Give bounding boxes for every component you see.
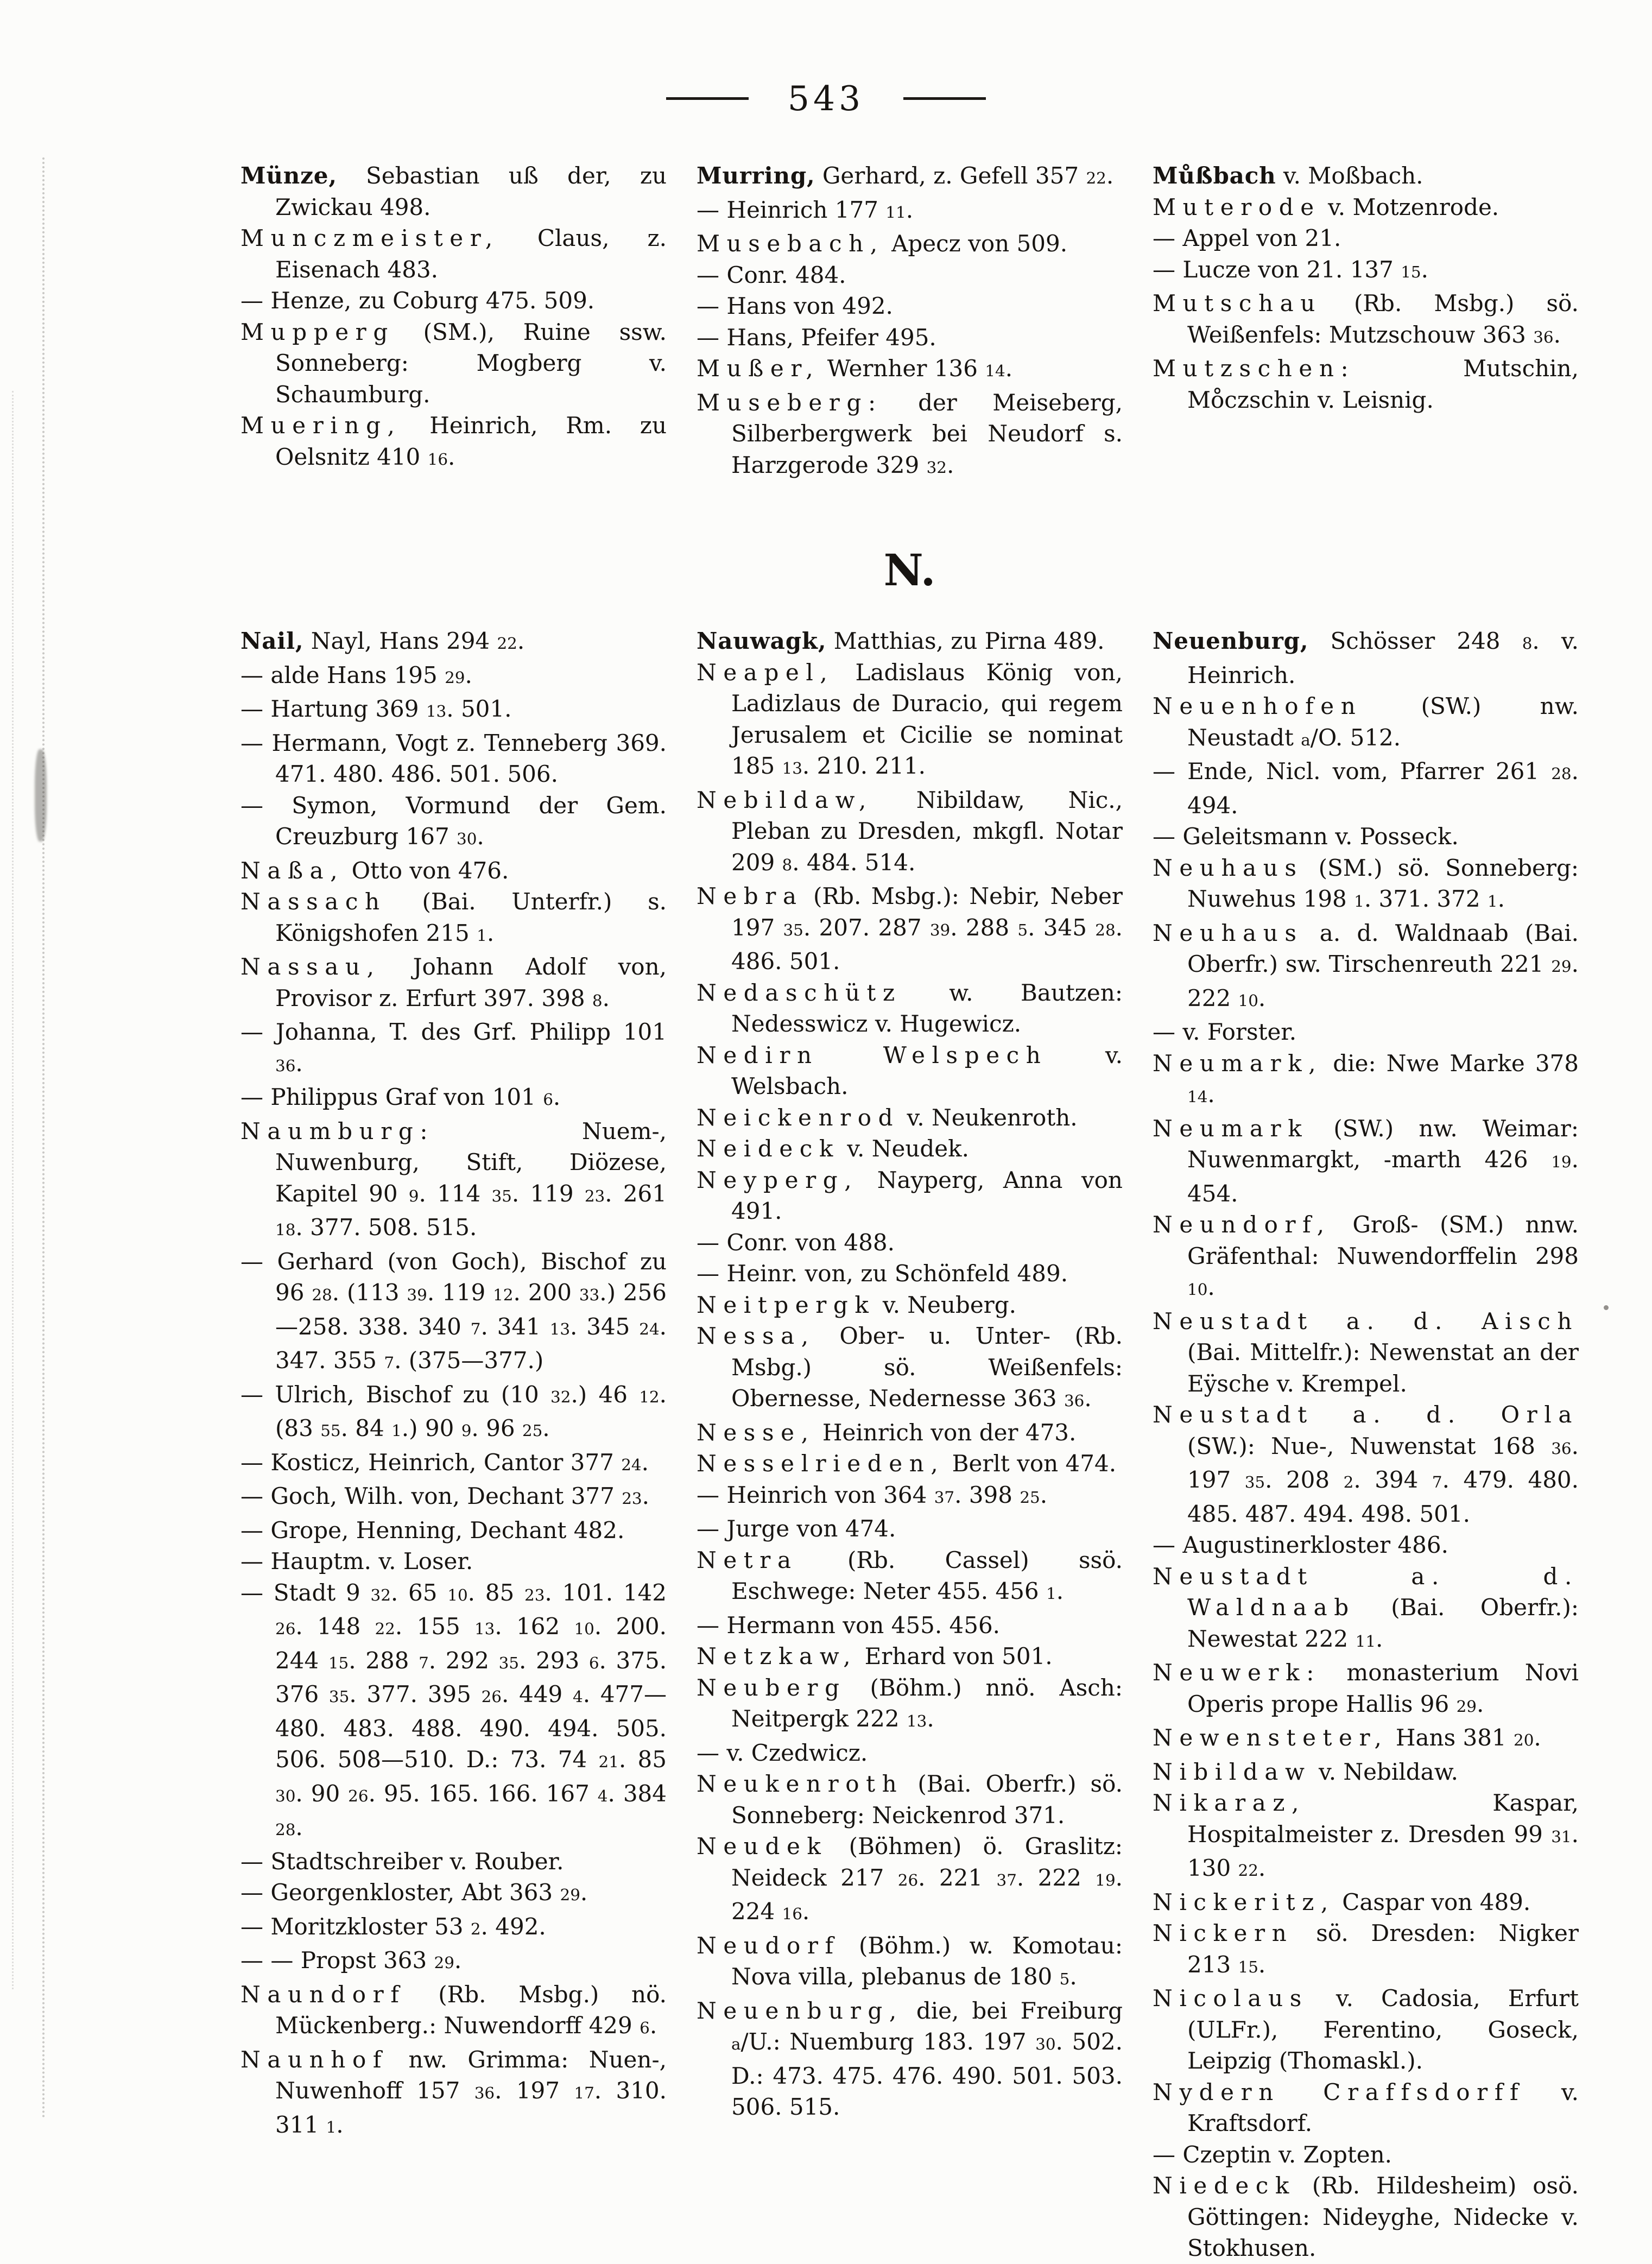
entry-headword: Nauwagk, <box>697 628 827 654</box>
same-headword-dash: — <box>240 1913 271 1940</box>
section-heading-N: N. <box>883 545 936 596</box>
index-entry <box>697 1545 1123 1610</box>
same-headword-dash: — <box>697 1260 727 1287</box>
entry-headword: Murring, <box>697 162 815 189</box>
same-headword-dash: — <box>240 1548 271 1574</box>
entry-text: (Bai. Unterfr.) s. Königshofen 215 1. <box>275 888 667 946</box>
entry-text: Groß- (SM.) nnw. Gräfenthal: Nuwendorffelin 298 10. <box>1187 1211 1579 1300</box>
same-headword-dash: — <box>240 1848 271 1875</box>
index-entry <box>697 228 1123 260</box>
entry-text: Berlt von 474. <box>945 1450 1117 1477</box>
entry-headword: Mutzschen: <box>1153 355 1356 382</box>
entry-text: Kosticz, Heinrich, Cantor 377 24. <box>270 1449 649 1476</box>
entry-headword: Neapel, <box>697 659 834 686</box>
index-entry <box>240 2044 667 2143</box>
entry-text: Gerhard (von Goch), Bischof zu 96 28. (113 39. 119 12. 200 33.) 256—258. 338. 340 7. 341 13. 345 24. 347. 355 7. (375—377.) <box>275 1248 667 1374</box>
entry-text: v. Neukenroth. <box>900 1104 1078 1131</box>
entry-text: Gerhard, z. Gefell 357 22. <box>815 162 1114 189</box>
entry-text: Otto von 476. <box>344 857 509 884</box>
index-entry <box>240 1979 667 2044</box>
same-headword-dash: — <box>240 661 271 688</box>
entry-text: Lucze von 21. 137 15. <box>1182 256 1428 283</box>
index-entry <box>697 1768 1123 1831</box>
index-entry <box>240 951 667 1016</box>
entry-headword: Nibildaw <box>1153 1758 1312 1785</box>
column-grid <box>240 625 1579 2264</box>
index-entry <box>240 1481 667 1515</box>
index-entry <box>240 285 667 317</box>
entry-text: Jurge von 474. <box>726 1515 896 1542</box>
index-entry <box>1153 192 1579 223</box>
entry-text: Georgenkloster, Abt 363 29. <box>270 1879 588 1906</box>
scan-speck-artifact <box>1604 1305 1609 1310</box>
entry-text: Heinrich, Rm. zu Oelsnitz 410 16. <box>275 412 667 470</box>
entry-text: Hauptm. v. Loser. <box>270 1548 473 1574</box>
entry-text: (Böhmen) ö. Graslitz: Neideck 217 26. 221 37. 222 19. 224 16. <box>731 1833 1123 1925</box>
index-entry <box>1153 918 1579 1017</box>
column-grid <box>240 160 1579 483</box>
entry-text: v. Forster. <box>1182 1019 1297 1045</box>
entry-headword: Museberg: <box>697 389 883 416</box>
index-entry <box>240 1577 667 1846</box>
entry-text: Hans 381 20. <box>1388 1724 1541 1751</box>
entry-headword: Nikaraz, <box>1153 1789 1306 1816</box>
entry-headword: Neuenhofen <box>1153 693 1363 719</box>
index-entry <box>1153 852 1579 918</box>
page-header <box>0 0 1652 116</box>
entry-headword: Netzkaw, <box>697 1643 858 1669</box>
entry-text: Czeptin v. Zopten. <box>1182 2141 1393 2168</box>
entry-text: Symon, Vormund der Gem. Creuzburg 167 30. <box>275 792 667 850</box>
index-entry <box>240 1515 667 1546</box>
column-2 <box>697 625 1123 2264</box>
index-entry <box>240 886 667 951</box>
same-headword-dash: — <box>240 729 272 756</box>
index-entry <box>697 353 1123 387</box>
entry-text: v. Nebildaw. <box>1311 1758 1459 1785</box>
entry-headword: Neustadt a. d. Aisch <box>1153 1307 1579 1335</box>
entry-headword: Nebildaw, <box>697 786 873 813</box>
entry-text: w. Bautzen: Nedesswicz v. Hugewicz. <box>731 979 1123 1037</box>
scan-edge-artifact <box>12 391 14 1989</box>
index-entry <box>697 1610 1123 1641</box>
index-entry <box>1153 2170 1579 2264</box>
entry-text: Augustinerkloster 486. <box>1182 1532 1448 1558</box>
entry-headword: Naumburg: <box>240 1117 435 1144</box>
index-entry <box>1153 1887 1579 1918</box>
entry-headword: Neyperg, <box>697 1166 859 1193</box>
index-entry <box>1153 821 1579 852</box>
same-headword-dash: — <box>240 1381 275 1408</box>
entry-text: (Rb. Msbg.) sö. Weißenfels: Mutzschouw 363 36. <box>1187 290 1579 348</box>
entry-headword: Nail, <box>240 628 304 654</box>
column-1 <box>240 160 667 483</box>
scan-edge-artifact <box>42 157 45 2120</box>
same-headword-dash: — <box>1153 758 1188 785</box>
index-entry <box>1153 2077 1579 2139</box>
entry-headword: Neudorf <box>697 1932 840 1959</box>
index-entry <box>240 790 667 855</box>
same-headword-dash: — <box>240 1248 277 1275</box>
entry-text: Hans von 492. <box>726 293 893 319</box>
entry-text: Nayl, Hans 294 22. <box>303 628 525 654</box>
entry-text: (Rb. Cassel) ssö. Eschwege: Neter 455. 456 1. <box>731 1546 1123 1604</box>
entry-text: Ulrich, Bischof zu (10 32.) 46 12. (83 55. 84 1.) 90 9. 96 25. <box>275 1381 667 1441</box>
index-entry <box>697 625 1123 657</box>
index-entry <box>240 693 667 728</box>
same-headword-dash: — <box>240 1516 271 1544</box>
entry-headword: Nedirn Welspech <box>697 1041 1048 1068</box>
entry-text: Johanna, T. des Grf. Philipp 101 36. <box>275 1019 667 1077</box>
entry-text: Ende, Nicl. vom, Pfarrer 261 28. 494. <box>1187 758 1579 819</box>
entry-text: Hans, Pfeifer 495. <box>726 324 936 351</box>
index-entry <box>1153 1722 1579 1756</box>
same-headword-dash: — <box>240 792 292 819</box>
index-entry <box>1153 1983 1579 2077</box>
entry-text: Heinrich 177 11. <box>726 196 914 223</box>
same-headword-dash: — <box>697 324 727 351</box>
index-entry <box>240 1546 667 1577</box>
entry-headword: Nesselrieden, <box>697 1450 945 1477</box>
entry-text: (SW.): Nue-, Nuwenstat 168 36. 197 35. 208 2. 394 7. 479. 480. 485. 487. 494. 498. 501. <box>1187 1432 1579 1527</box>
index-entry <box>240 625 667 660</box>
entry-text: Geleitsmann v. Posseck. <box>1182 823 1459 850</box>
entry-headword: Neustadt a. d. Orla <box>1153 1401 1579 1428</box>
entry-text: Nayperg, Anna von 491. <box>731 1166 1123 1224</box>
entry-text: (Bai. Oberfr.) sö. Sonneberg: Neickenrod 371. <box>731 1770 1123 1829</box>
index-entry <box>697 1417 1123 1449</box>
entry-headword: Musebach, <box>697 230 884 257</box>
entry-headword: Neuenburg, <box>697 1997 903 2024</box>
index-entry <box>1153 1306 1579 1400</box>
column-2 <box>697 160 1123 483</box>
same-headword-dash: — <box>240 1449 271 1476</box>
index-entry <box>697 1289 1123 1321</box>
scan-smudge-artifact <box>35 749 47 842</box>
entry-text: der Meiseberg, Silberbergwerk bei Neudorf s. Harzgerode 329 32. <box>731 389 1123 478</box>
index-entry <box>1153 2139 1579 2171</box>
index-entry <box>697 1737 1123 1769</box>
entry-headword: Nesse, <box>697 1419 815 1446</box>
index-entry <box>1153 756 1579 821</box>
entry-text: Ober- u. Unter- (Rb. Msbg.) sö. Weißenfels: Obernesse, Nedernesse 363 36. <box>731 1323 1123 1412</box>
entry-text: (Bai. Oberfr.): Newestat 222 11. <box>1187 1594 1579 1652</box>
entry-text: Grope, Henning, Dechant 482. <box>270 1516 625 1544</box>
index-entry <box>1153 353 1579 415</box>
same-headword-dash: — <box>697 261 727 288</box>
index-entry <box>697 160 1123 194</box>
entry-text: alde Hans 195 29. <box>270 661 472 688</box>
entry-text: v. Neuberg. <box>875 1291 1016 1318</box>
entry-text: Propst 363 29. <box>300 1947 462 1974</box>
entry-headword: Nebra <box>697 883 803 909</box>
index-entry <box>697 290 1123 322</box>
entry-headword: Mupperg <box>240 318 395 345</box>
entry-text: a. d. Waldnaab (Bai. Oberfr.) sw. Tirschenreuth 221 29. 222 10. <box>1187 919 1579 1011</box>
entry-headword: Naundorf <box>240 1981 406 2008</box>
index-entry <box>697 1930 1123 1995</box>
same-headword-dash: — <box>1153 1019 1183 1045</box>
index-entry <box>240 1846 667 1877</box>
entry-text: Heinr. von, zu Schönfeld 489. <box>726 1260 1068 1287</box>
entry-headword: Münze, <box>240 162 337 189</box>
entry-headword: Neickenrod <box>697 1104 900 1131</box>
entry-headword: Neuberg <box>697 1674 846 1701</box>
column-1 <box>240 625 667 2264</box>
index-entry <box>1153 1756 1579 1788</box>
same-headword-dash: — <box>697 293 727 319</box>
index-entry <box>240 410 667 475</box>
entry-headword: Nedaschütz <box>697 979 902 1006</box>
index-entry <box>697 1102 1123 1134</box>
same-headword-dash: — — <box>240 1947 301 1974</box>
entry-headword: Nassach <box>240 888 387 915</box>
index-entry <box>697 785 1123 881</box>
index-entry <box>1153 1787 1579 1887</box>
entry-text: (Rb. Msbg.) nö. Mückenberg.: Nuwendorff 429 6. <box>275 1981 667 2039</box>
index-entry <box>697 387 1123 484</box>
same-headword-dash: — <box>240 1483 271 1509</box>
entry-headword: Nicolaus <box>1153 1985 1308 2012</box>
same-headword-dash: — <box>1153 1532 1183 1558</box>
same-headword-dash: — <box>1153 823 1183 850</box>
index-entry <box>1153 1113 1579 1210</box>
entry-headword: Nessa, <box>697 1323 815 1349</box>
index-entry <box>1153 1048 1579 1113</box>
entry-headword: Muterode <box>1153 193 1321 220</box>
entry-text: Henze, zu Coburg 475. 509. <box>270 287 595 314</box>
index-entry <box>697 1448 1123 1479</box>
entry-headword: Nickern <box>1153 1920 1294 1946</box>
entry-headword: Neitpergk <box>697 1291 876 1318</box>
entry-text: Nuem-, Nuwenburg, Stift, Diözese, Kapitel 90 9. 114 35. 119 23. 261 18. 377. 508. 515. <box>275 1117 667 1241</box>
entry-headword: Neundorf, <box>1153 1211 1331 1238</box>
same-headword-dash: — <box>1153 225 1183 251</box>
entry-text: die: Nwe Marke 378 14. <box>1187 1049 1579 1108</box>
entry-text: Ladislaus König von, Ladizlaus de Duracio, qui regem Jerusalem et Cicilie se nominat 185 13. 210. 211. <box>731 659 1123 779</box>
index-entry <box>1153 1657 1579 1722</box>
index-entry <box>697 1320 1123 1417</box>
entry-text: v. Welsbach. <box>731 1041 1123 1099</box>
entry-text: Johann Adolf von, Provisor z. Erfurt 397. 398 8. <box>275 953 667 1011</box>
index-entry <box>240 1945 667 1979</box>
index-entry <box>697 322 1123 353</box>
index-entry <box>240 660 667 694</box>
entry-text: Conr. 484. <box>726 261 846 288</box>
entry-headword: Munczmeister, <box>240 225 499 251</box>
entry-text: v. Czedwicz. <box>726 1739 868 1766</box>
entry-text: Stadtschreiber v. Rouber. <box>270 1848 564 1875</box>
index-entry <box>1153 223 1579 254</box>
entry-text: (Böhm.) w. Komotau: Nova villa, plebanus de 180 5. <box>731 1932 1123 1990</box>
index-entry <box>697 1831 1123 1930</box>
entry-headword: Muering, <box>240 412 402 439</box>
entry-text: v. Moßbach. <box>1276 162 1423 189</box>
index-entry <box>240 1082 667 1116</box>
index-entry <box>697 1513 1123 1545</box>
column-3 <box>1153 160 1579 483</box>
index-entry <box>240 1246 667 1379</box>
index-entry <box>697 1227 1123 1259</box>
entry-text: (Rb. Hildesheim) osö. Göttingen: Nideyghe, Nidecke v. Stokhusen. <box>1187 2172 1579 2261</box>
entry-text: (SM.), Ruine ssw. Sonneberg: Mogberg v. Schaumburg. <box>275 318 667 408</box>
same-headword-dash: — <box>1153 256 1183 283</box>
same-headword-dash: — <box>240 1579 274 1606</box>
entry-text: Hermann von 455. 456. <box>726 1611 1001 1639</box>
entry-text: Nibildaw, Nic., Pleban zu Dresden, mkgfl. Notar 209 8. 484. 514. <box>731 786 1123 876</box>
index-entry <box>697 1995 1123 2123</box>
index-entry <box>1153 625 1579 691</box>
index-entry <box>697 1479 1123 1514</box>
same-headword-dash: — <box>240 287 271 314</box>
header-rule-left <box>666 97 749 100</box>
entry-text: monasterium Novi Operis prope Hallis 96 29. <box>1187 1659 1579 1717</box>
index-entry <box>240 855 667 887</box>
entry-text: (SW.) nw. Neustadt a/O. 512. <box>1187 693 1579 751</box>
entry-text: (Böhm.) nnö. Asch: Neitpergk 222 13. <box>731 1674 1123 1732</box>
entry-text: Heinrich von 364 37. 398 25. <box>726 1481 1048 1508</box>
entry-text: (Rb. Msbg.): Nebir, Neber 197 35. 207. 287 39. 288 5. 345 28. 486. 501. <box>731 883 1123 975</box>
entry-text: Schösser 248 8. v. Heinrich. <box>1187 628 1579 688</box>
index-entry <box>240 1016 667 1082</box>
entry-headword: Niedeck <box>1153 2172 1296 2199</box>
entry-headword: Neumark, <box>1153 1049 1323 1077</box>
page-number: 543 <box>787 79 865 118</box>
entry-headword: Mußer, <box>697 355 820 382</box>
entry-text: (SM.) sö. Sonneberg: Nuwehus 198 1. 371. 372 1. <box>1187 854 1579 912</box>
entry-headword: Neuhaus <box>1153 854 1303 881</box>
same-headword-dash: — <box>240 695 271 722</box>
entry-headword: Nickeritz, <box>1153 1888 1335 1915</box>
entry-text: nw. Grimma: Nuen-, Nuwenhoff 157 36. 197 17. 310. 311 1. <box>275 2046 667 2138</box>
same-headword-dash: — <box>697 1229 727 1256</box>
entry-text: (SW.) nw. Weimar: Nuwenmargkt, -marth 426 19. 454. <box>1187 1115 1579 1207</box>
index-entry <box>1153 1529 1579 1561</box>
entry-text: Caspar von 489. <box>1334 1888 1531 1915</box>
index-entry <box>697 1258 1123 1289</box>
index-entry <box>697 260 1123 291</box>
entry-text: Moritzkloster 53 2. 492. <box>270 1913 546 1940</box>
same-headword-dash: — <box>697 1739 727 1766</box>
entry-text: sö. Dresden: Nigker 213 15. <box>1187 1920 1579 1978</box>
index-entry <box>240 223 667 285</box>
entry-text: Heinrich von der 473. <box>815 1419 1077 1446</box>
entry-text: Appel von 21. <box>1182 225 1341 251</box>
entry-text: Claus, z. Eisenach 483. <box>275 225 667 283</box>
entry-text: Stadt 9 32. 65 10. 85 23. 101. 142 26. 148 22. 155 13. 162 10. 200. 244 15. 288 7. 292 35. 293 6. 375. 376 35. 377. 395 26. 449 4. 477—480. 483. 488. 490. 494. 505. 506. 508—510. D.: 73. 74 21. 85 30. 90 26. 95. 165. 166. 167 4. 384 28. <box>273 1579 667 1841</box>
entry-text: v. Motzenrode. <box>1320 193 1499 220</box>
index-entry <box>1153 1016 1579 1048</box>
entry-text: Mutschin, Mo̊czschin v. Leisnig. <box>1187 355 1579 413</box>
index-entry <box>1153 1918 1579 1983</box>
entry-text: Sebastian uß der, zu Zwickau 498. <box>275 162 667 220</box>
entry-text: v. Cadosia, Erfurt (ULFr.), Ferentino, Goseck, Leipzig (Thomaskl.). <box>1187 1985 1579 2074</box>
entry-headword: Naunhof <box>240 2046 388 2073</box>
entry-text: Goch, Wilh. von, Dechant 377 23. <box>270 1483 649 1509</box>
index-entry <box>240 1911 667 1945</box>
index-entry <box>697 194 1123 229</box>
index-entry <box>1153 254 1579 288</box>
index-entry <box>240 1379 667 1447</box>
index-entry <box>240 317 667 410</box>
entry-headword: Nydern Craffsdorff <box>1153 2078 1526 2105</box>
entry-text: (Bai. Mittelfr.): Newenstat an der Eÿsche v. Krempel. <box>1187 1339 1579 1397</box>
index-entry <box>697 1672 1123 1737</box>
entry-text: Erhard von 501. <box>857 1643 1053 1669</box>
index-entry <box>697 1165 1123 1227</box>
same-headword-dash: — <box>697 1611 727 1639</box>
same-headword-dash: — <box>697 196 727 223</box>
entry-text: Philippus Graf von 101 6. <box>270 1084 561 1110</box>
index-entry <box>697 1040 1123 1102</box>
entry-text: Hartung 369 13. 501. <box>270 695 512 722</box>
entry-headword: Neustadt a. d. Waldnaab <box>1153 1563 1579 1621</box>
entry-text: Wernher 136 14. <box>820 355 1013 382</box>
column-3 <box>1153 625 1579 2264</box>
index-entry <box>697 1133 1123 1165</box>
index-entry <box>240 1116 667 1246</box>
entry-text: v. Kraftsdorf. <box>1187 2078 1579 2136</box>
entry-text: v. Neudek. <box>839 1135 969 1162</box>
entry-headword: Neumark <box>1153 1115 1309 1142</box>
index-entry <box>1153 1561 1579 1658</box>
index-entry <box>240 160 667 223</box>
entry-headword: Neuenburg, <box>1153 628 1309 654</box>
index-entry <box>697 1641 1123 1672</box>
same-headword-dash: — <box>697 1481 727 1508</box>
same-headword-dash: — <box>1153 2141 1183 2168</box>
index-entry <box>240 728 667 790</box>
entry-text: Hermann, Vogt z. Tenneberg 369. 471. 480. 486. 501. 506. <box>271 729 667 787</box>
entry-headword: Neuhaus <box>1153 919 1303 946</box>
entry-headword: Nassau, <box>240 953 381 980</box>
entry-headword: Neuwerk: <box>1153 1659 1321 1686</box>
entry-headword: Mutschau <box>1153 290 1322 317</box>
index-entry <box>697 657 1123 785</box>
index-entry <box>1153 691 1579 756</box>
same-headword-dash: — <box>697 1515 727 1542</box>
entry-headword: Neudek <box>697 1833 828 1860</box>
index-entry <box>240 1447 667 1481</box>
entry-text: Apecz von 509. <box>884 230 1068 257</box>
index-entry <box>1153 1399 1579 1529</box>
same-headword-dash: — <box>240 1019 276 1045</box>
entry-headword: Naßa, <box>240 857 345 884</box>
entry-headword: Neukenroth <box>697 1770 904 1797</box>
entry-headword: Newensteter, <box>1153 1724 1389 1751</box>
index-entry <box>697 881 1123 977</box>
entry-headword: Můßbach <box>1153 162 1276 189</box>
entry-headword: Neideck <box>697 1135 840 1162</box>
header-rule-right <box>903 97 986 100</box>
index-content <box>0 160 1652 2264</box>
index-entry <box>1153 1209 1579 1306</box>
entry-text: die, bei Freiburg a/U.: Nuemburg 183. 197 30. 502. D.: 473. 475. 476. 490. 501. 503. 506. 515. <box>731 1997 1123 2120</box>
index-entry <box>1153 160 1579 192</box>
index-entry <box>1153 288 1579 353</box>
entry-text: Conr. von 488. <box>726 1229 895 1256</box>
entry-headword: Netra <box>697 1546 798 1573</box>
entry-text: Matthias, zu Pirna 489. <box>826 628 1105 654</box>
index-entry <box>240 1877 667 1911</box>
same-headword-dash: — <box>240 1879 271 1906</box>
index-entry <box>697 977 1123 1040</box>
same-headword-dash: — <box>240 1084 271 1110</box>
entry-text: Kaspar, Hospitalmeister z. Dresden 99 31. 130 22. <box>1187 1789 1579 1881</box>
